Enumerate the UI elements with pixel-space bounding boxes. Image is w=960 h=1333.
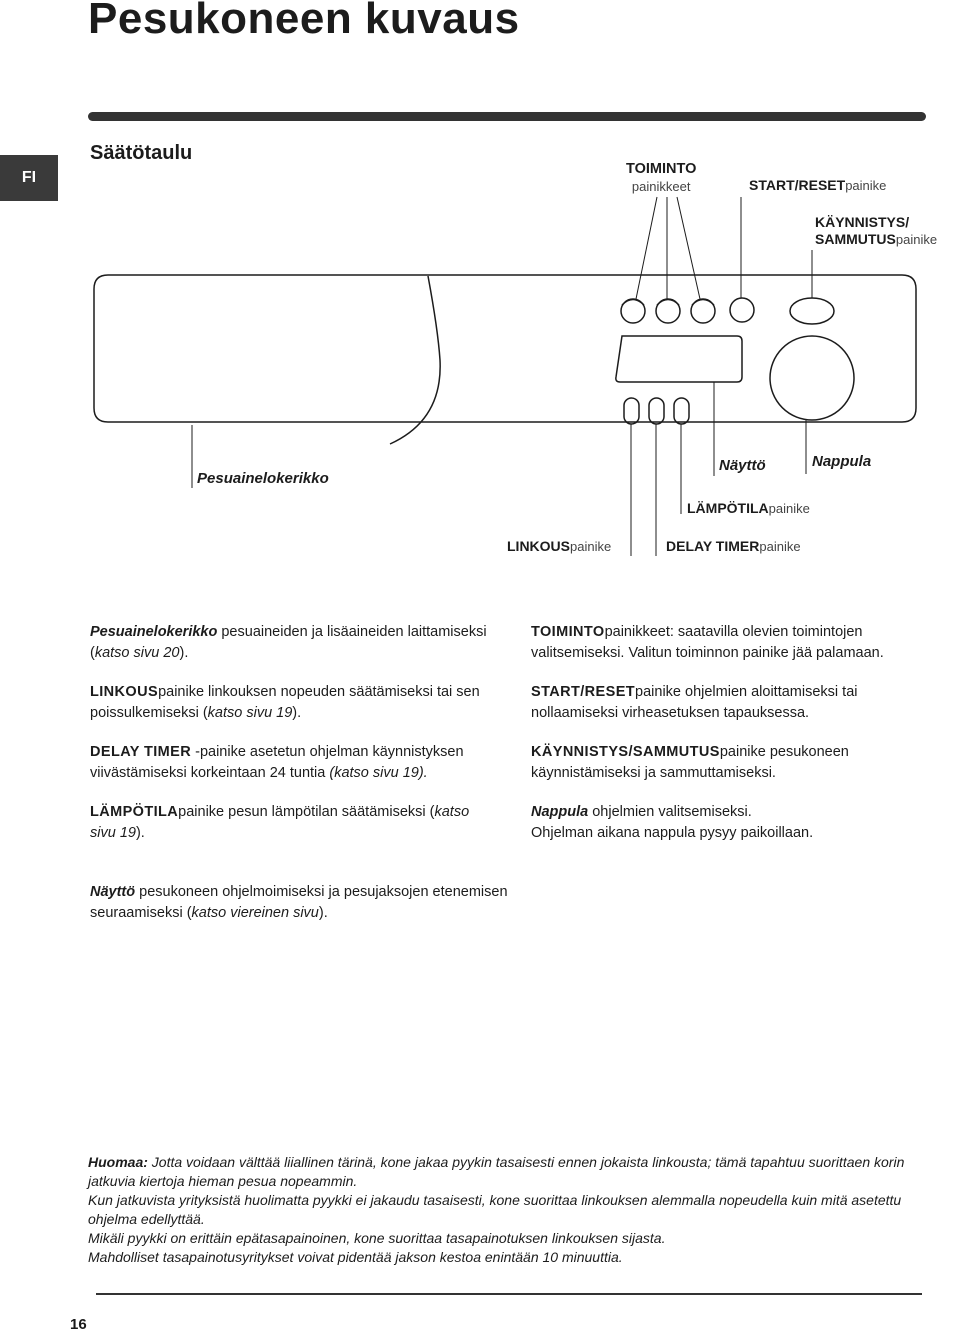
desc-kaynnistys-text: painike pesukoneen käynnistämiseksi ja sammuttamiseksi. bbox=[531, 744, 849, 781]
label-lampotila-key: LÄMPÖTILA bbox=[687, 500, 769, 516]
label-kaynnistys-line1: KÄYNNISTYS/ bbox=[815, 214, 910, 230]
desc-start-reset-text: painike ohjelmien aloittamiseksi tai nollaamiseksi virheasetuksen tapauksessa. bbox=[531, 684, 858, 721]
desc-delay-text: -painike asetetun ohjelman käynnistyksen viivästämiseksi korkeintaan 24 tuntia bbox=[90, 744, 464, 781]
section-heading: Säätötaulu bbox=[90, 142, 193, 164]
desc-pesuainelokerikko-key: Pesuainelokerikko bbox=[90, 624, 218, 640]
label-nappula-text: Nappula bbox=[812, 453, 872, 470]
delay-timer-button bbox=[674, 398, 689, 424]
desc-toiminto-key: TOIMINTO bbox=[531, 624, 605, 640]
note-line-2: Kun jatkuvista yrityksistä huolimatta pyykki ei jakaudu tasaisesti, kone suorittaa linkouksen alemmalla nopeudella kuin mitä asetettu ohjelma edellyttää. bbox=[88, 1192, 902, 1227]
desc-toiminto-text: painikkeet: saatavilla olevien toimintojen valitsemiseksi. Valitun toiminnon painike jää palamaan. bbox=[531, 624, 884, 661]
desc-start-reset-key: START/RESET bbox=[531, 684, 636, 700]
desc-linkous bbox=[90, 682, 490, 724]
page-number: 16 bbox=[70, 1316, 87, 1333]
label-toiminto-sub: painikkeet bbox=[631, 179, 691, 194]
note-label: Huomaa: bbox=[88, 1154, 148, 1170]
label-lampotila bbox=[687, 500, 810, 517]
footer-rule bbox=[96, 1293, 922, 1295]
panel-outline bbox=[94, 275, 916, 422]
leader-toiminto-3 bbox=[677, 197, 700, 299]
label-pesuainelokerikko-text: Pesuainelokerikko bbox=[197, 470, 329, 487]
desc-naytto-key: Näyttö bbox=[90, 884, 136, 900]
label-pesuainelokerikko bbox=[197, 470, 329, 487]
note-line-3: Mikäli pyykki on erittäin epätasapainoinen, kone suorittaa tasapainotuksen linkouksen sijasta. bbox=[88, 1230, 666, 1246]
label-delay-timer bbox=[666, 538, 801, 555]
language-tab: FI bbox=[0, 155, 58, 201]
page-title: Pesukoneen kuvaus bbox=[88, 0, 520, 43]
label-linkous-sub: painike bbox=[570, 539, 612, 554]
label-lampotila-sub: painike bbox=[768, 501, 810, 516]
desc-linkous-ref: katso sivu 19 bbox=[207, 705, 293, 721]
label-kaynnistys-sub: painike bbox=[895, 232, 938, 247]
on-off-button bbox=[790, 298, 834, 324]
label-start-reset-key: START/RESET bbox=[749, 177, 846, 193]
label-start-reset-sub: painike bbox=[845, 178, 887, 193]
spin-button bbox=[624, 398, 639, 424]
leader-toiminto-1 bbox=[636, 197, 657, 299]
desc-lampotila bbox=[90, 802, 490, 844]
label-nappula bbox=[812, 453, 871, 470]
label-linkous bbox=[507, 538, 611, 555]
desc-lampotila-text: painike pesun lämpötilan säätämiseksi ( bbox=[178, 804, 435, 820]
desc-lampotila-ref: katso sivu 19 bbox=[90, 804, 470, 841]
control-panel-diagram bbox=[0, 0, 960, 600]
program-knob bbox=[770, 336, 854, 420]
desc-linkous-text: painike linkouksen nopeuden säätämiseksi tai sen poissulkemiseksi ( bbox=[90, 684, 480, 721]
temperature-button bbox=[649, 398, 664, 424]
desc-pesuainelokerikko-end: ). bbox=[179, 645, 189, 661]
label-naytto bbox=[719, 457, 766, 474]
label-linkous-key: LINKOUS bbox=[507, 538, 570, 554]
display-window bbox=[616, 336, 742, 382]
desc-lampotila-key: LÄMPÖTILA bbox=[90, 804, 179, 820]
label-delay-timer-key: DELAY TIMER bbox=[666, 538, 760, 554]
desc-lampotila-end: ). bbox=[135, 825, 145, 841]
note-box bbox=[88, 1153, 928, 1267]
desc-nappula-text: ohjelmien valitsemiseksi. bbox=[588, 804, 752, 820]
descriptions-left-column bbox=[90, 622, 490, 862]
desc-naytto-text: pesukoneen ohjelmoimiseksi ja pesujaksojen etenemisen seuraamiseksi ( bbox=[90, 884, 508, 921]
desc-delay-key: DELAY TIMER bbox=[90, 744, 192, 760]
desc-delay-ref: (katso sivu 19). bbox=[329, 765, 428, 781]
label-toiminto-title: TOIMINTO bbox=[626, 161, 697, 177]
desc-naytto-ref: katso viereinen sivu bbox=[191, 905, 319, 921]
desc-nappula-key: Nappula bbox=[531, 804, 589, 820]
desc-naytto-end: ). bbox=[318, 905, 328, 921]
start-reset-button bbox=[730, 298, 754, 322]
desc-pesuainelokerikko bbox=[90, 622, 490, 664]
desc-nappula bbox=[531, 802, 931, 844]
desc-toiminto bbox=[531, 622, 931, 664]
descriptions-right-column bbox=[531, 622, 931, 862]
note-line-4: Mahdolliset tasapainotusyritykset voivat pidentää jakson kestoa enintään 10 minuuttia. bbox=[88, 1249, 623, 1265]
note-line-1 bbox=[88, 1153, 928, 1191]
desc-naytto bbox=[90, 882, 510, 924]
desc-linkous-key: LINKOUS bbox=[90, 684, 159, 700]
desc-pesuainelokerikko-ref: katso sivu 20 bbox=[94, 645, 180, 661]
label-delay-timer-sub: painike bbox=[759, 539, 801, 554]
label-naytto-text: Näyttö bbox=[719, 457, 766, 474]
label-kaynnistys bbox=[815, 214, 937, 248]
note-line1-text: Jotta voidaan välttää liiallinen tärinä, kone jakaa pyykin tasaisesti ennen jokaista linkousta; tämä tapahtuu suorittaen korin jatkuvia kiertoja hieman pesua nopeammin. bbox=[88, 1154, 905, 1189]
label-kaynnistys-line2: SAMMUTUS bbox=[815, 231, 896, 247]
desc-kaynnistys bbox=[531, 742, 931, 784]
desc-nappula-line2: Ohjelman aikana nappula pysyy paikoillaan. bbox=[531, 825, 814, 841]
desc-kaynnistys-key: KÄYNNISTYS/SAMMUTUS bbox=[531, 744, 720, 760]
desc-linkous-end: ). bbox=[292, 705, 302, 721]
desc-start-reset bbox=[531, 682, 931, 724]
label-toiminto bbox=[626, 161, 696, 195]
desc-pesuainelokerikko-text: pesuaineiden ja lisäaineiden laittamiseksi ( bbox=[90, 624, 487, 661]
label-start-reset bbox=[749, 177, 886, 194]
desc-delay bbox=[90, 742, 490, 784]
detergent-drawer-edge bbox=[390, 276, 440, 444]
